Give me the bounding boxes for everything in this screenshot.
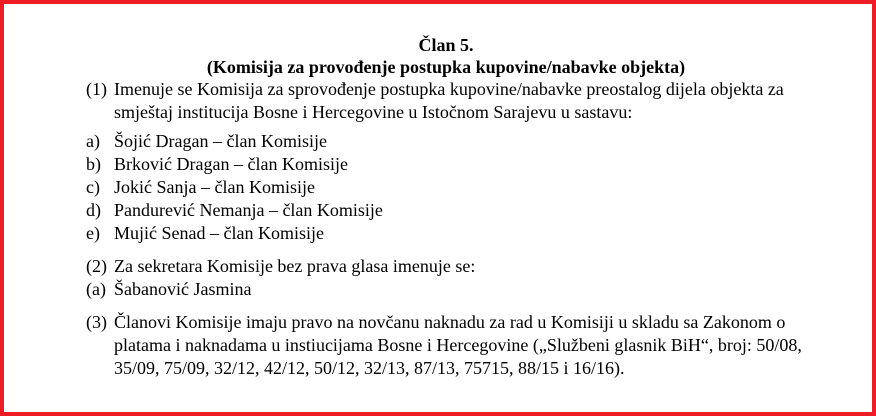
paragraph-text: Članovi Komisije imaju pravo na novčanu naknadu za rad u Komisiji u skladu sa Zakonom o platama i naknadama u instiucijama Bosne i Hercegovine („Službeni glasnik BiH“, broj: 50/08, 35/09, 75/09, 32/12, 42/12, 50/12, 32/13, 87/13, 75715, 88/15 i 16/16).: [114, 312, 802, 378]
paragraph-text: Imenuje se Komisija za sprovođenje postupka kupovine/nabavke preostalog dijela objekta za smještaj institucija Bosne i Hercegovine u Istočnom Sarajevu u sastavu:: [114, 79, 784, 122]
member-name: Pandurević Nemanja – član Komisije: [114, 200, 383, 220]
paragraph-3: [86, 311, 806, 380]
paragraph-marker: (2): [86, 256, 107, 276]
secretary-name: Šabanović Jasmina: [114, 279, 252, 299]
member-marker: d): [86, 200, 101, 220]
member-item: [86, 153, 806, 176]
secretary-item: [86, 278, 806, 301]
member-name: Šojić Dragan – član Komisije: [114, 131, 327, 151]
paragraph-text: Za sekretara Komisije bez prava glasa imenuje se:: [114, 256, 476, 276]
paragraph-2: [86, 255, 806, 278]
member-marker: b): [86, 154, 101, 174]
member-item: [86, 199, 806, 222]
member-item: [86, 130, 806, 153]
article-body: [86, 34, 806, 380]
member-name: Jokić Sanja – član Komisije: [114, 177, 315, 197]
article-subtitle: (Komisija za provođenje postupka kupovine/nabavke objekta): [206, 57, 686, 77]
member-marker: a): [86, 131, 100, 151]
member-item: [86, 222, 806, 245]
member-marker: e): [86, 223, 100, 243]
secretary-marker: (a): [86, 279, 106, 299]
member-marker: c): [86, 177, 100, 197]
member-item: [86, 176, 806, 199]
member-name: Mujić Senad – član Komisije: [114, 223, 324, 243]
paragraph-marker: (3): [86, 312, 107, 332]
article-heading: Član 5.: [418, 35, 474, 55]
member-name: Brković Dragan – član Komisije: [114, 154, 348, 174]
paragraph-1: [86, 78, 806, 124]
paragraph-marker: (1): [86, 79, 107, 99]
